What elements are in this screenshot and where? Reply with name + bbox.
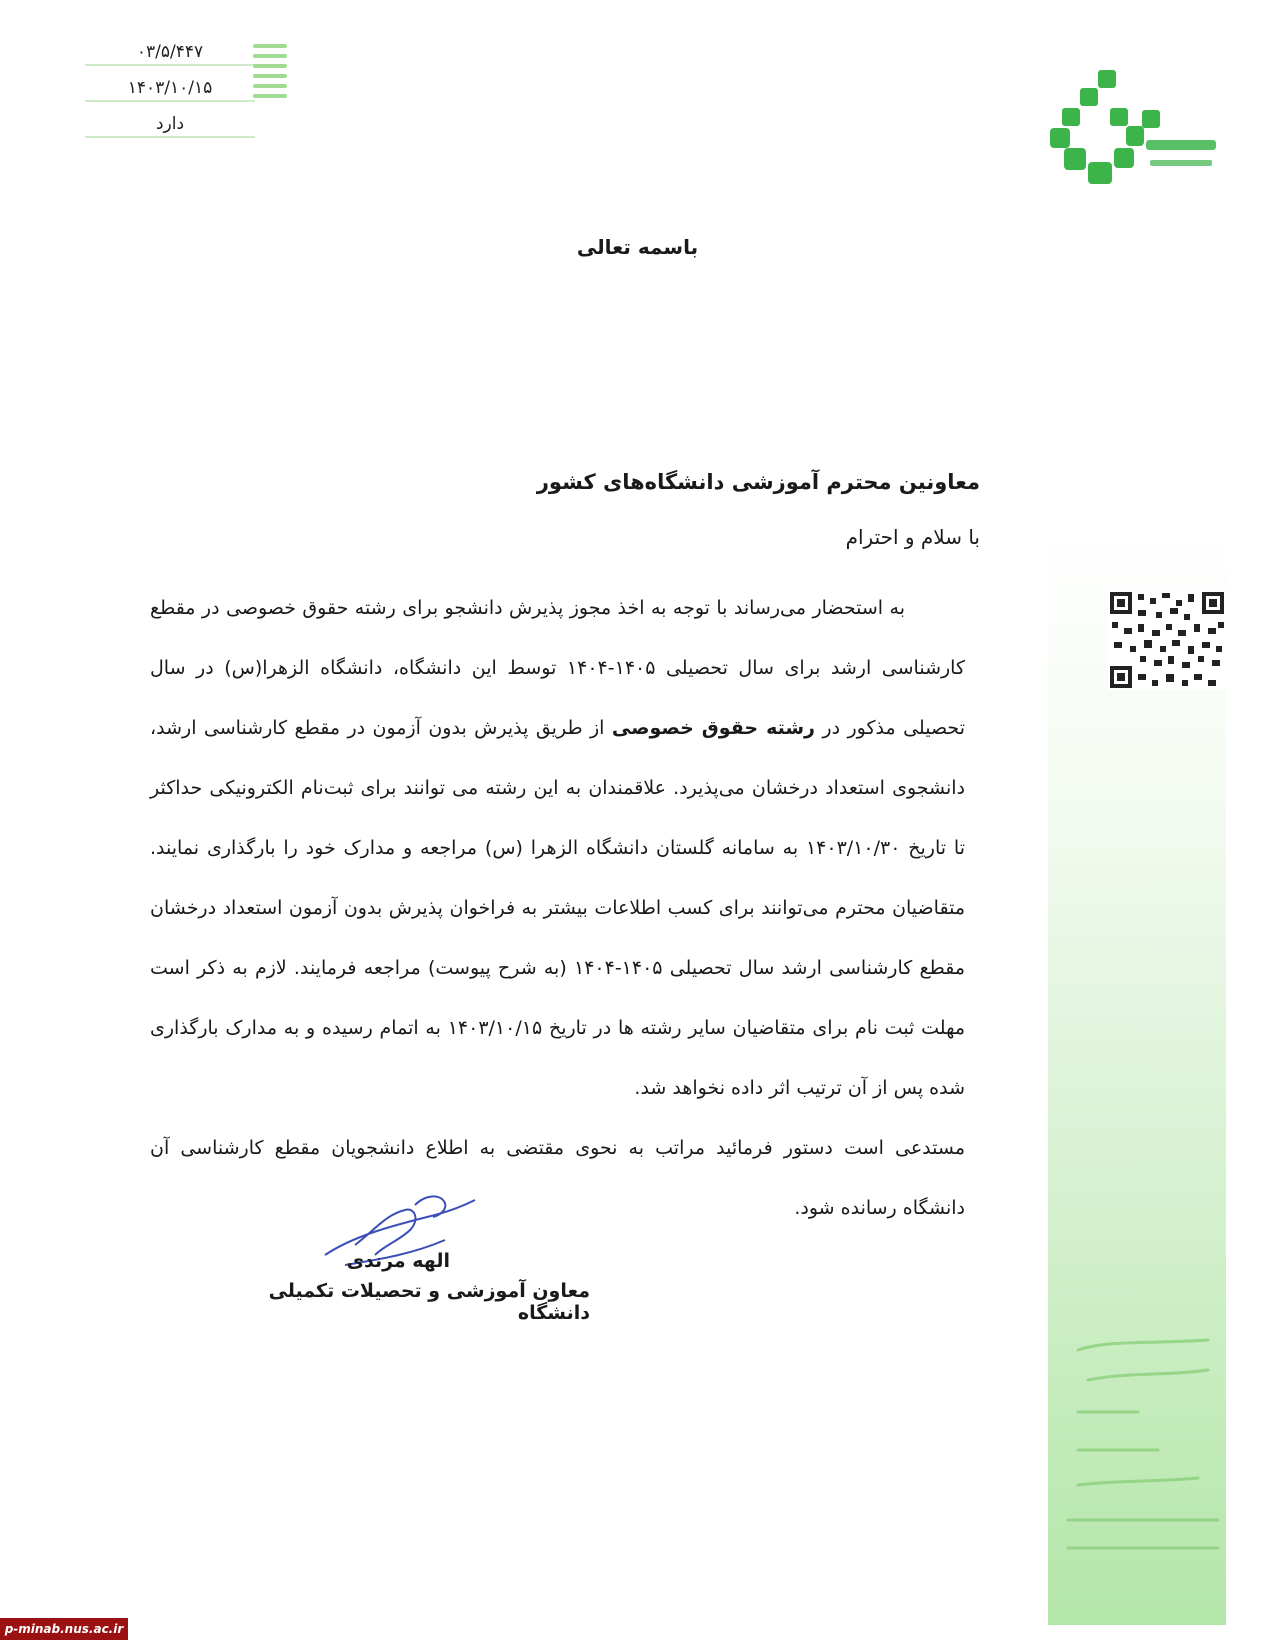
letter-number-row: [85, 30, 255, 66]
closing-paragraph: مستدعی است دستور فرمائید مراتب به نحوی مقتضی به اطلاع دانشجویان مقطع کارشناسی آن دانشگاه رسانده شود.: [150, 1137, 965, 1219]
university-logo: [1050, 70, 1225, 205]
signature-block: [230, 1250, 590, 1324]
body-paragraph: [150, 578, 965, 1118]
bismillah-heading: باسمه تعالی: [576, 235, 699, 259]
letter-body: [150, 578, 965, 1238]
body-emphasis: رشته حقوق خصوصی: [611, 717, 815, 739]
letterhead-contact-graphic: [1058, 1320, 1223, 1620]
greeting-line: با سلام و احترام: [845, 525, 980, 549]
attachment-value: دارد: [155, 114, 185, 134]
body-part-1: به استحضار می‌رساند با توجه به اخذ مجوز پذیرش دانشجو برای رشته حقوق خصوصی در مقطع کارشناسی ارشد برای سال تحصیلی ۱۴۰۵-۱۴۰۴ توسط این دانشگاه، دانشگاه الزهرا(س) در سال تحصیلی مذکور در: [150, 597, 966, 739]
letter-date-row: [85, 66, 255, 102]
meta-labels-graphic: [245, 38, 295, 138]
signatory-title: معاون آموزشی و تحصیلات تکمیلی دانشگاه: [268, 1280, 590, 1324]
attachment-row: [85, 102, 255, 138]
letter-meta: [85, 30, 255, 138]
letter-date: ۱۴۰۳/۱۰/۱۵: [127, 78, 213, 98]
letter-number: ۰۳/۵/۴۴۷: [136, 42, 204, 62]
signatory-name: الهه مرندی: [346, 1250, 450, 1272]
body-part-2: از طریق پذیرش بدون آزمون در مقطع کارشناسی ارشد، دانشجوی استعداد درخشان می‌پذیرد. علاقمندان به این رشته می توانند برای ثبت‌نام الکترونیکی حداکثر تا تاریخ ۱۴۰۳/۱۰/۳۰ به سامانه گلستان دانشگاه الزهرا (س) مراجعه و مدارک خود را بارگذاری نمایند. متقاضیان محترم می‌توانند برای کسب اطلاعات بیشتر به فراخوان پذیرش بدون آزمون استعداد درخشان مقطع کارشناسی ارشد سال تحصیلی ۱۴۰۵-۱۴۰۴ (به شرح پیوست) مراجعه فرمایند. لازم به ذکر است مهلت ثبت نام برای متقاضیان سایر رشته ها در تاریخ ۱۴۰۳/۱۰/۱۵ به اتمام رسیده و به مدارک بارگذاری شده پس از آن ترتیب اثر داده نخواهد شد.: [150, 717, 966, 1099]
site-watermark: p-minab.nus.ac.ir: [0, 1618, 128, 1640]
qr-code: [1108, 590, 1226, 690]
recipient-line: معاونین محترم آموزشی دانشگاه‌های کشور: [536, 470, 980, 494]
